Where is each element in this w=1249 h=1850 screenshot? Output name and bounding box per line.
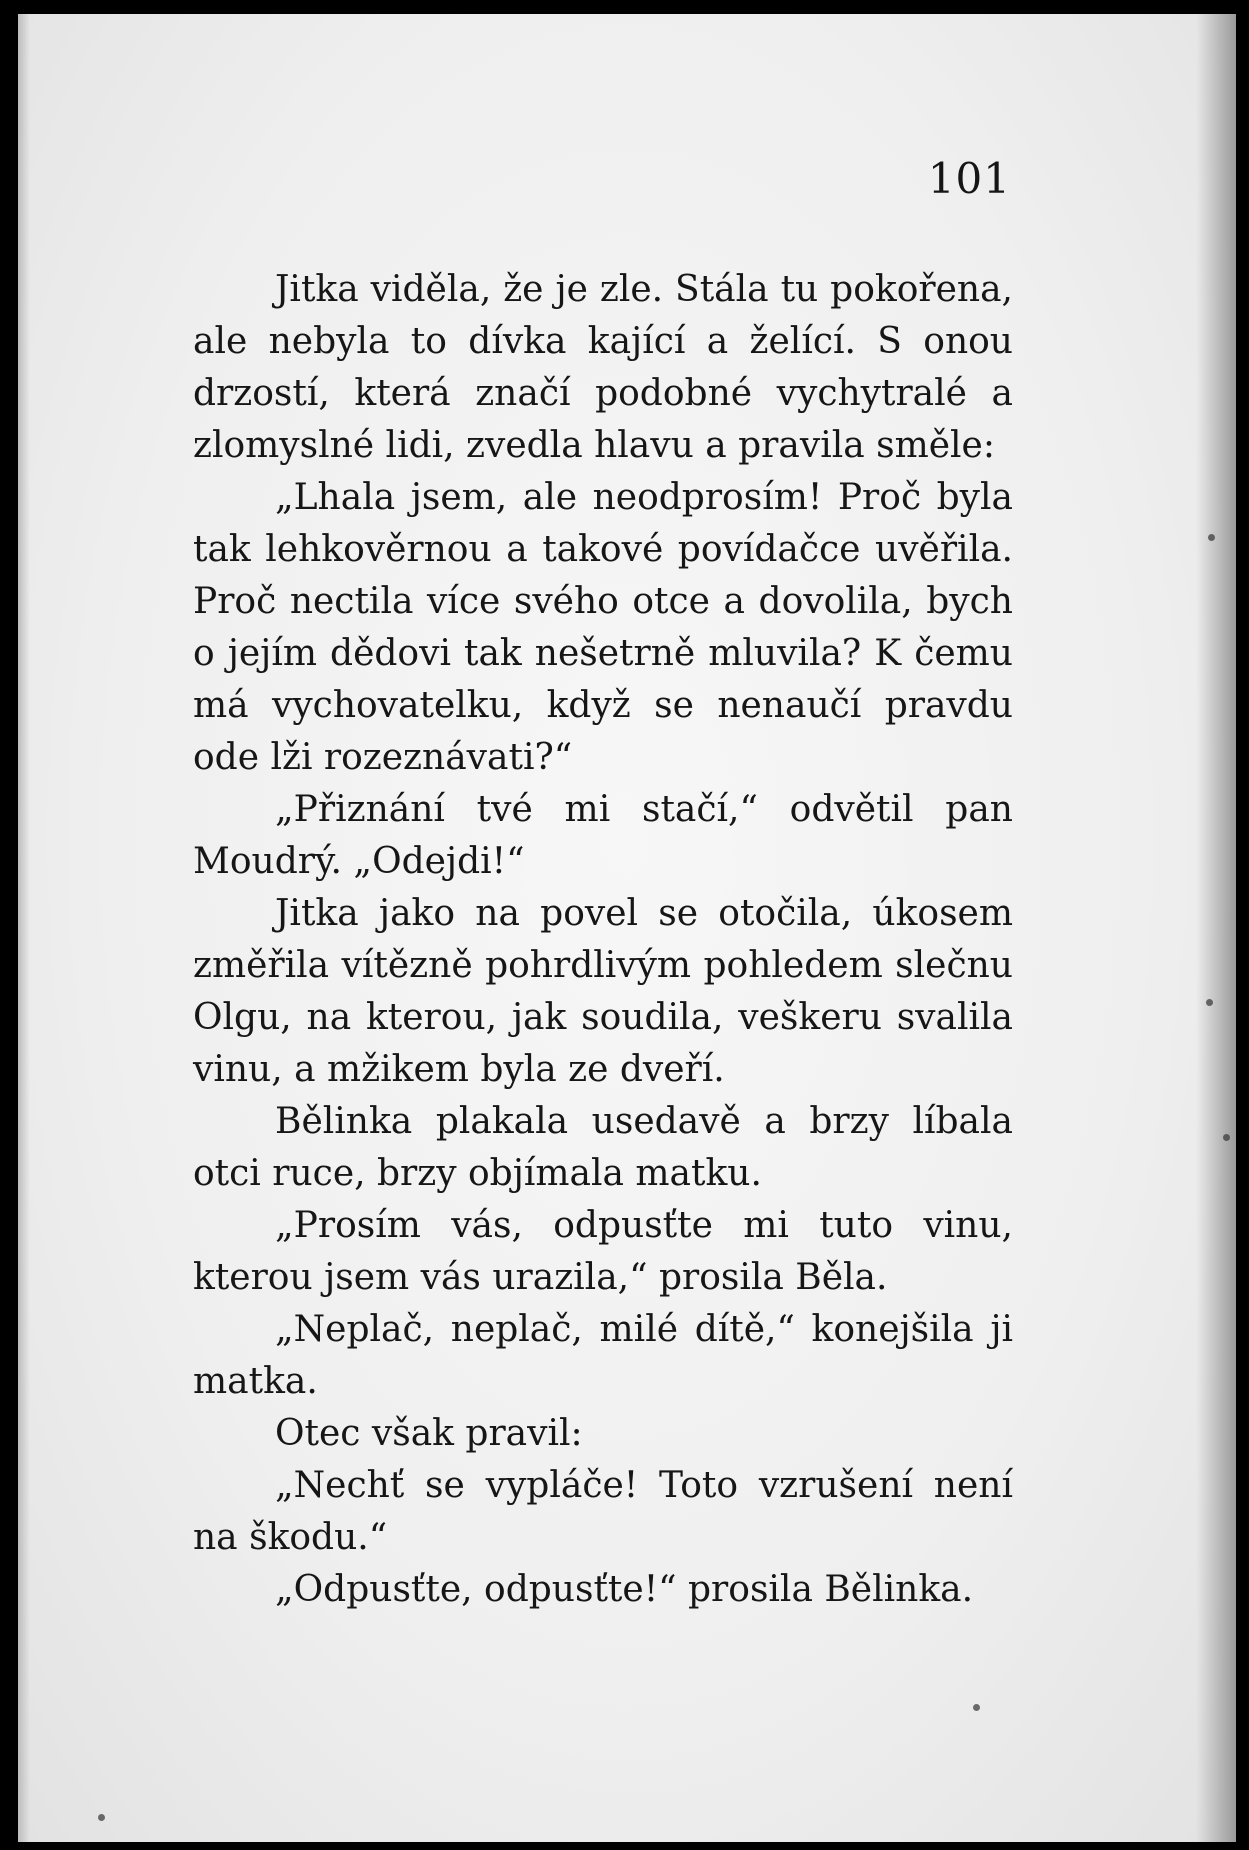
- page-shadow-left: [18, 14, 30, 1842]
- print-speck: [1208, 534, 1215, 541]
- body-text: [193, 264, 1013, 1616]
- paragraph: „Neplač, neplač, milé dítě,“ konejšila ji matka.: [193, 1309, 1013, 1402]
- paragraph: Bělinka plakala usedavě a brzy líbala otci ruce, brzy objímala matku.: [193, 1101, 1013, 1194]
- paragraph: „Přiznání tvé mi stačí,“ odvětil pan Moudrý. „Odejdi!“: [193, 789, 1013, 882]
- paragraph: „Prosím vás, odpusťte mi tuto vinu, kterou jsem vás urazila,“ prosila Běla.: [193, 1205, 1013, 1298]
- book-page: [18, 14, 1236, 1842]
- paragraph: Otec však pravil:: [275, 1413, 583, 1454]
- paragraph: „Lhala jsem, ale neodprosím! Proč byla tak lehkověrnou a takové povídačce uvěřila. Proč nectila více svého otce a dovolila, bych o jejím dědovi tak nešetrně mluvila? K čemu má vychovatelku, když se nenaučí pravdu ode lži rozeznávati?“: [193, 477, 1013, 778]
- print-speck: [1223, 1134, 1230, 1141]
- print-speck: [973, 1704, 980, 1711]
- page-shadow-right: [1196, 14, 1236, 1842]
- paragraph: „Nechť se vypláče! Toto vzrušení není na škodu.“: [193, 1465, 1013, 1558]
- print-speck: [1206, 999, 1213, 1006]
- print-speck: [98, 1814, 105, 1821]
- paragraph: Jitka jako na povel se otočila, úkosem změřila vítězně pohrdlivým pohledem slečnu Olgu, na kterou, jak soudila, veškeru svalila vinu, a mžikem byla ze dveří.: [193, 893, 1013, 1090]
- paragraph: „Odpusťte, odpusťte!“ prosila Bělinka.: [275, 1569, 974, 1610]
- paragraph: Jitka viděla, že je zle. Stála tu pokořena, ale nebyla to dívka kající a želící. S onou drzostí, která značí podobné vychytralé a zlomyslné lidi, zvedla hlavu a pravila směle:: [193, 269, 1013, 466]
- page-number: 101: [927, 154, 1011, 203]
